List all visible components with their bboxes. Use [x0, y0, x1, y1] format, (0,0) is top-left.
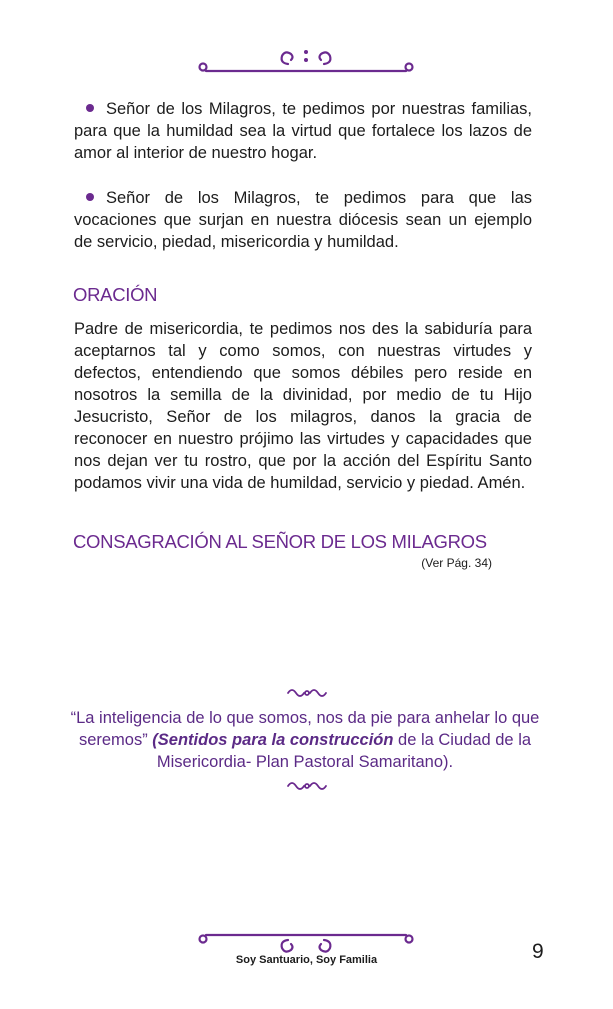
petition-paragraph-1 — [74, 98, 532, 164]
quote-block — [60, 707, 550, 773]
bottom-ornament-icon — [196, 928, 416, 954]
petition-text-2: Señor de los Milagros, te pedimos para que las vocaciones que surjan en nuestra diócesis sean un ejemplo de servicio, piedad, misericordia y humildad. — [74, 189, 532, 251]
consagracion-heading: CONSAGRACIÓN AL SEÑOR DE LOS MILAGROS — [73, 531, 487, 552]
page-number: 9 — [532, 940, 544, 963]
quote-top-ornament-icon — [285, 684, 329, 702]
petition-paragraph-2 — [74, 187, 532, 253]
petition-text-1: Señor de los Milagros, te pedimos por nuestras familias, para que la humildad sea la virtud que fortalece los lazos de amor al interior de nuestro hogar. — [74, 100, 532, 162]
quote-bottom-ornament-icon — [285, 777, 329, 795]
page-reference: (Ver Pág. 34) — [421, 556, 492, 570]
quote-text: “La inteligencia de lo que somos, nos da pie para anhelar lo que seremos” — [70, 709, 540, 749]
bullet-icon — [86, 104, 94, 112]
bullet-icon — [86, 193, 94, 201]
oracion-heading: ORACIÓN — [73, 284, 158, 305]
quote-source-rest: de la Ciudad de la Misericordia- Plan Pastoral Samaritano). — [156, 731, 532, 771]
top-ornament-icon — [196, 44, 416, 78]
quote-source: (Sentidos para la construcción — [152, 731, 394, 749]
footer-text: Soy Santuario, Soy Familia — [235, 954, 378, 966]
prayer-text: Padre de misericordia, te pedimos nos des la sabiduría para aceptarnos tal y como somos, con nuestras virtudes y defectos, entendiendo que somos débiles pero reside en nosotros la semilla de la divinidad, por medio de tu Hijo Jesucristo, Señor de los milagros, danos la gracia de reconocer en nuestro prójimo las virtudes y capacidades que nos dejan ver tu rostro, que por la acción del Espíritu Santo podamos vivir una vida de humildad, servicio y piedad. Amén. — [74, 320, 532, 492]
